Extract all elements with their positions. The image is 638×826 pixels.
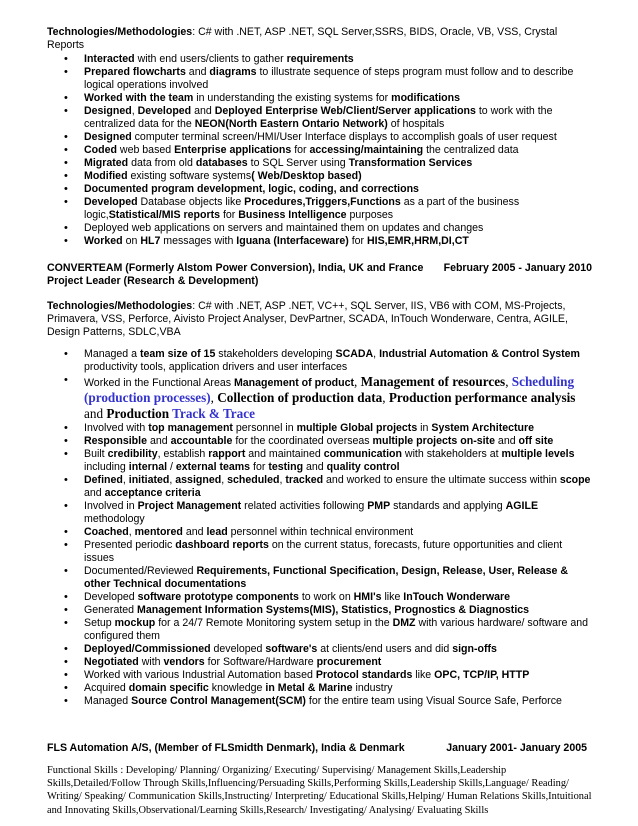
text: personnel within technical environment <box>227 526 414 538</box>
text: computer terminal screen/HMI/User Interface displays to accomplish goals of user request <box>131 131 557 143</box>
text: , <box>128 526 135 538</box>
text: , <box>122 474 129 486</box>
bold-text: sign-offs <box>452 643 497 655</box>
text: at clients/end users and did <box>317 643 453 655</box>
job2-bullet-list <box>47 348 593 422</box>
bold-text: scope <box>559 474 591 486</box>
bold-text: Source Control Management(SCM) <box>131 695 306 707</box>
bold-text: Protocol standards <box>315 669 413 681</box>
bold-text: Project Management <box>137 500 242 512</box>
list-item <box>47 526 593 539</box>
list-item <box>47 695 593 708</box>
text: with stakeholders at <box>401 448 502 460</box>
bold-text: scheduled <box>227 474 280 486</box>
text: Managed <box>84 695 132 707</box>
bold-text: Developed <box>84 196 138 208</box>
bold-text: testing <box>268 461 304 473</box>
text: industry <box>352 682 393 694</box>
job2-role: Project Leader (Research & Development) <box>47 275 259 287</box>
text: and <box>84 487 105 499</box>
list-item <box>47 222 593 235</box>
text: and <box>191 105 215 117</box>
text: Developed <box>84 591 138 603</box>
bold-text: mockup <box>114 617 156 629</box>
text: Deployed web applications on servers and maintained them on updates and changes <box>84 222 484 234</box>
text: on <box>122 235 141 247</box>
list-item <box>47 448 593 474</box>
list-item <box>47 643 593 656</box>
bold-text: initiated <box>128 474 170 486</box>
bold-text: quality control <box>326 461 400 473</box>
serif-text: Collection of production data <box>217 390 383 405</box>
bold-text: Statistical/MIS reports <box>108 209 220 221</box>
bold-text: multiple levels <box>501 448 575 460</box>
job2-bullet-list-b <box>47 422 593 708</box>
list-item <box>47 422 593 435</box>
bold-text: Management of product <box>233 377 355 389</box>
bold-text: Designed <box>84 105 132 117</box>
job3-header <box>47 742 593 755</box>
list-item <box>47 92 593 105</box>
text: the centralized data <box>423 144 519 156</box>
bold-text: Coded <box>84 144 117 156</box>
bold-text: software's <box>265 643 318 655</box>
text: for the coordinated overseas <box>232 435 373 447</box>
bold-text: software prototype components <box>137 591 299 603</box>
text: for <box>250 461 269 473</box>
text: and maintained <box>245 448 324 460</box>
text: methodology <box>84 513 145 525</box>
text: Worked in the Functional Areas <box>84 377 234 389</box>
list-item <box>47 474 593 500</box>
job3-dates: January 2001- January 2005 <box>446 742 587 754</box>
text: for <box>291 144 310 156</box>
resume-page <box>47 26 593 817</box>
text: Managed a <box>84 348 140 360</box>
bold-text: Business Intelligence <box>238 209 347 221</box>
list-item <box>47 183 593 196</box>
job1-tech-text: : C# with .NET, ASP .NET, SQL Server,SSRS, BIDS, Oracle, VB, VSS, Crystal Reports <box>47 26 558 51</box>
bold-text: lead <box>206 526 228 538</box>
text: purposes <box>346 209 394 221</box>
bold-text: System Architecture <box>431 422 535 434</box>
text: messages with <box>160 235 237 247</box>
text: , <box>131 105 138 117</box>
serif-text: , <box>354 374 361 389</box>
text: Worked with various Industrial Automation based <box>84 669 316 681</box>
job3-functional-skills: Functional Skills : Developing/ Planning/ Organizing/ Executing/ Supervising/ Management Skills,Leadership Skills,Detailed/Follow Through Skills,Influencing/Persuading Skills,Performing Skills,Leadership Skills,Language/ Reading/ Writing/ Speaking/ Communication Skills,Instructing/ Interpreting/ Educational Skills,Helping/ Human Relations Skills,Intuitional and Innovating Skills,Observational/Learning Skills,Research/ Investigating/ Analysing/ Evaluating Skills <box>47 765 592 816</box>
text: with various hardware/ software and configured them <box>84 617 589 642</box>
list-item <box>47 235 593 248</box>
bold-text: Responsible <box>84 435 147 447</box>
highlight-text: Scheduling (production processes) <box>84 374 575 405</box>
bold-text: vendors <box>163 656 205 668</box>
text: to work with the centralized data for the <box>84 105 553 130</box>
text: with <box>138 656 164 668</box>
list-item <box>47 53 593 66</box>
list-item <box>47 66 593 92</box>
serif-text: , <box>505 374 512 389</box>
serif-text: and <box>84 406 107 421</box>
text: with end users/clients to gather <box>134 53 287 65</box>
text: Built <box>84 448 108 460</box>
text: knowledge <box>208 682 266 694</box>
text: and <box>147 435 171 447</box>
bold-text: HL7 <box>140 235 161 247</box>
list-item <box>47 131 593 144</box>
job2-technologies <box>47 300 593 339</box>
bold-text: Developed <box>137 105 192 117</box>
bold-text: Modified <box>84 170 128 182</box>
text: for <box>220 209 239 221</box>
functional-areas-text <box>84 374 576 421</box>
text: , <box>169 474 176 486</box>
text: , establish <box>157 448 209 460</box>
bold-text: HIS,EMR,HRM,DI,CT <box>367 235 469 247</box>
list-item <box>47 348 593 374</box>
bold-text: ( Web/Desktop based) <box>251 170 362 182</box>
list-item <box>47 565 593 591</box>
text: web based <box>116 144 175 156</box>
text: developed <box>210 643 266 655</box>
serif-text: Production performance analysis <box>388 390 576 405</box>
text: Involved with <box>84 422 149 434</box>
bold-text: Defined <box>84 474 123 486</box>
text: and <box>185 66 210 78</box>
text: and <box>182 526 207 538</box>
bold-text: OPC, TCP/IP, HTTP <box>434 669 530 681</box>
list-item <box>47 500 593 526</box>
job3-company: FLS Automation A/S, (Member of FLSmidth Denmark), India & Denmark <box>47 742 405 754</box>
serif-text: , <box>210 390 218 405</box>
job2-header <box>47 262 593 275</box>
text: personnel in <box>232 422 297 434</box>
bold-text: PMP <box>367 500 391 512</box>
list-item <box>47 170 593 183</box>
bold-text: Procedures,Triggers,Functions <box>244 196 401 208</box>
job1-tech-label: Technologies/Methodologies <box>47 26 193 38</box>
text: and <box>303 461 327 473</box>
text: data from old <box>128 157 196 169</box>
text: standards and applying <box>390 500 506 512</box>
text: Setup <box>84 617 115 629</box>
text: as a part of the business logic, <box>84 196 520 221</box>
text: to illustrate sequence of steps program must follow and to describe logical operations involved <box>84 66 574 91</box>
bold-text: internal <box>128 461 168 473</box>
bold-text: procurement <box>316 656 382 668</box>
text: like <box>412 669 435 681</box>
bold-text: Industrial Automation & Control System <box>379 348 580 360</box>
bold-text: HMI's <box>353 591 382 603</box>
text: to SQL Server using <box>247 157 349 169</box>
text: like <box>381 591 404 603</box>
text: , <box>373 348 380 360</box>
bold-text: NEON(North Eastern Ontario Network) <box>194 118 388 130</box>
list-item <box>47 435 593 448</box>
list-item <box>47 539 593 565</box>
bold-text: communication <box>323 448 402 460</box>
bold-text: Documented program development, logic, coding, and corrections <box>84 183 419 195</box>
list-item <box>47 604 593 617</box>
bold-text: assigned <box>175 474 222 486</box>
bold-text: tracked <box>285 474 324 486</box>
text: Acquired <box>84 682 129 694</box>
bold-text: diagrams <box>209 66 257 78</box>
bold-text: multiple Global projects <box>296 422 418 434</box>
bold-text: accessing/maintaining <box>309 144 424 156</box>
text: in <box>417 422 432 434</box>
bold-text: Iguana (Interfaceware) <box>236 235 349 247</box>
bold-text: Coached <box>84 526 129 538</box>
list-item <box>47 656 593 669</box>
text: , <box>279 474 286 486</box>
bold-text: accountable <box>170 435 233 447</box>
text: and <box>494 435 519 447</box>
list-item-functional-areas <box>47 374 593 422</box>
serif-text: , <box>382 390 389 405</box>
list-item <box>47 157 593 170</box>
job2-company: CONVERTEAM (Formerly Alstom Power Conversion), India, UK and France <box>47 262 424 274</box>
text: in understanding the existing systems for <box>193 92 392 104</box>
serif-text: Management of resources <box>360 374 506 389</box>
text: Involved in <box>84 500 138 512</box>
text: for a 24/7 Remote Monitoring system setup in the <box>155 617 393 629</box>
text: to work on <box>298 591 354 603</box>
bold-text: Worked <box>84 235 123 247</box>
job1-bullet-list <box>47 53 593 248</box>
text: of hospitals <box>387 118 445 130</box>
bold-text: in Metal & Marine <box>265 682 353 694</box>
text: , <box>221 474 228 486</box>
serif-text: Production <box>106 406 173 421</box>
bold-text: Requirements, Functional Specification, Design, Release, User, Release & other Technical documentations <box>84 565 568 590</box>
job2-tech-label: Technologies/Methodologies <box>47 300 193 312</box>
bold-text: databases <box>195 157 248 169</box>
bold-text: multiple projects on-site <box>372 435 495 447</box>
text: Database objects like <box>137 196 245 208</box>
bold-text: AGILE <box>505 500 539 512</box>
bold-text: Migrated <box>84 157 129 169</box>
text: existing software systems <box>127 170 252 182</box>
bold-text: acceptance criteria <box>104 487 201 499</box>
bold-text: off site <box>518 435 554 447</box>
text: including <box>84 461 129 473</box>
job2-dates: February 2005 - January 2010 <box>443 262 592 274</box>
text: related activities following <box>241 500 368 512</box>
text: for the entire team using Visual Source Safe, Perforce <box>305 695 562 707</box>
job1-technologies <box>47 26 593 52</box>
bold-text: dashboard reports <box>175 539 269 551</box>
text: / <box>167 461 176 473</box>
bold-text: DMZ <box>392 617 416 629</box>
bold-text: Transformation Services <box>348 157 473 169</box>
list-item <box>47 669 593 682</box>
bold-text: Negotiated <box>84 656 139 668</box>
bold-text: mentored <box>134 526 183 538</box>
text: Documented/Reviewed <box>84 565 197 577</box>
bold-text: rapport <box>208 448 246 460</box>
bold-text: Prepared flowcharts <box>84 66 186 78</box>
job2-tech-text: : C# with .NET, ASP .NET, VC++, SQL Server, IIS, VB6 with COM, MS-Projects, Primavera, VSS, Perforce, Aivisto Project Analyser, DevPartner, SCADA, InTouch Wonderware, Centra, AGILE, Design Patterns, SDLC,VBA <box>47 300 568 338</box>
bold-text: domain specific <box>128 682 209 694</box>
text: on the current status, forecasts, future opportunities and client issues <box>84 539 563 564</box>
text: Presented periodic <box>84 539 176 551</box>
bold-text: top management <box>148 422 233 434</box>
highlight-text: Track & Trace <box>172 406 255 421</box>
bold-text: Enterprise applications <box>174 144 292 156</box>
list-item <box>47 105 593 131</box>
text: productivity tools, application drivers and user interfaces <box>84 361 348 373</box>
list-item <box>47 682 593 695</box>
text: for Software/Hardware <box>204 656 317 668</box>
bold-text: InTouch Wonderware <box>403 591 511 603</box>
list-item <box>47 591 593 604</box>
list-item <box>47 196 593 222</box>
bold-text: external teams <box>175 461 251 473</box>
bold-text: SCADA <box>335 348 374 360</box>
bold-text: Deployed/Commissioned <box>84 643 211 655</box>
bold-text: Designed <box>84 131 132 143</box>
bold-text: Interacted <box>84 53 135 65</box>
text: stakeholders developing <box>215 348 336 360</box>
bold-text: credibility <box>107 448 158 460</box>
text: for <box>348 235 367 247</box>
bold-text: Deployed Enterprise Web/Client/Server applications <box>214 105 476 117</box>
bold-text: Management Information Systems(MIS), Statistics, Prognostics & Diagnostics <box>137 604 530 616</box>
bold-text: requirements <box>286 53 354 65</box>
text: Generated <box>84 604 138 616</box>
bold-text: Worked with the team <box>84 92 194 104</box>
bold-text: team size of 15 <box>139 348 216 360</box>
list-item <box>47 617 593 643</box>
text: and worked to ensure the ultimate success within <box>323 474 560 486</box>
bold-text: modifications <box>391 92 461 104</box>
list-item <box>47 144 593 157</box>
